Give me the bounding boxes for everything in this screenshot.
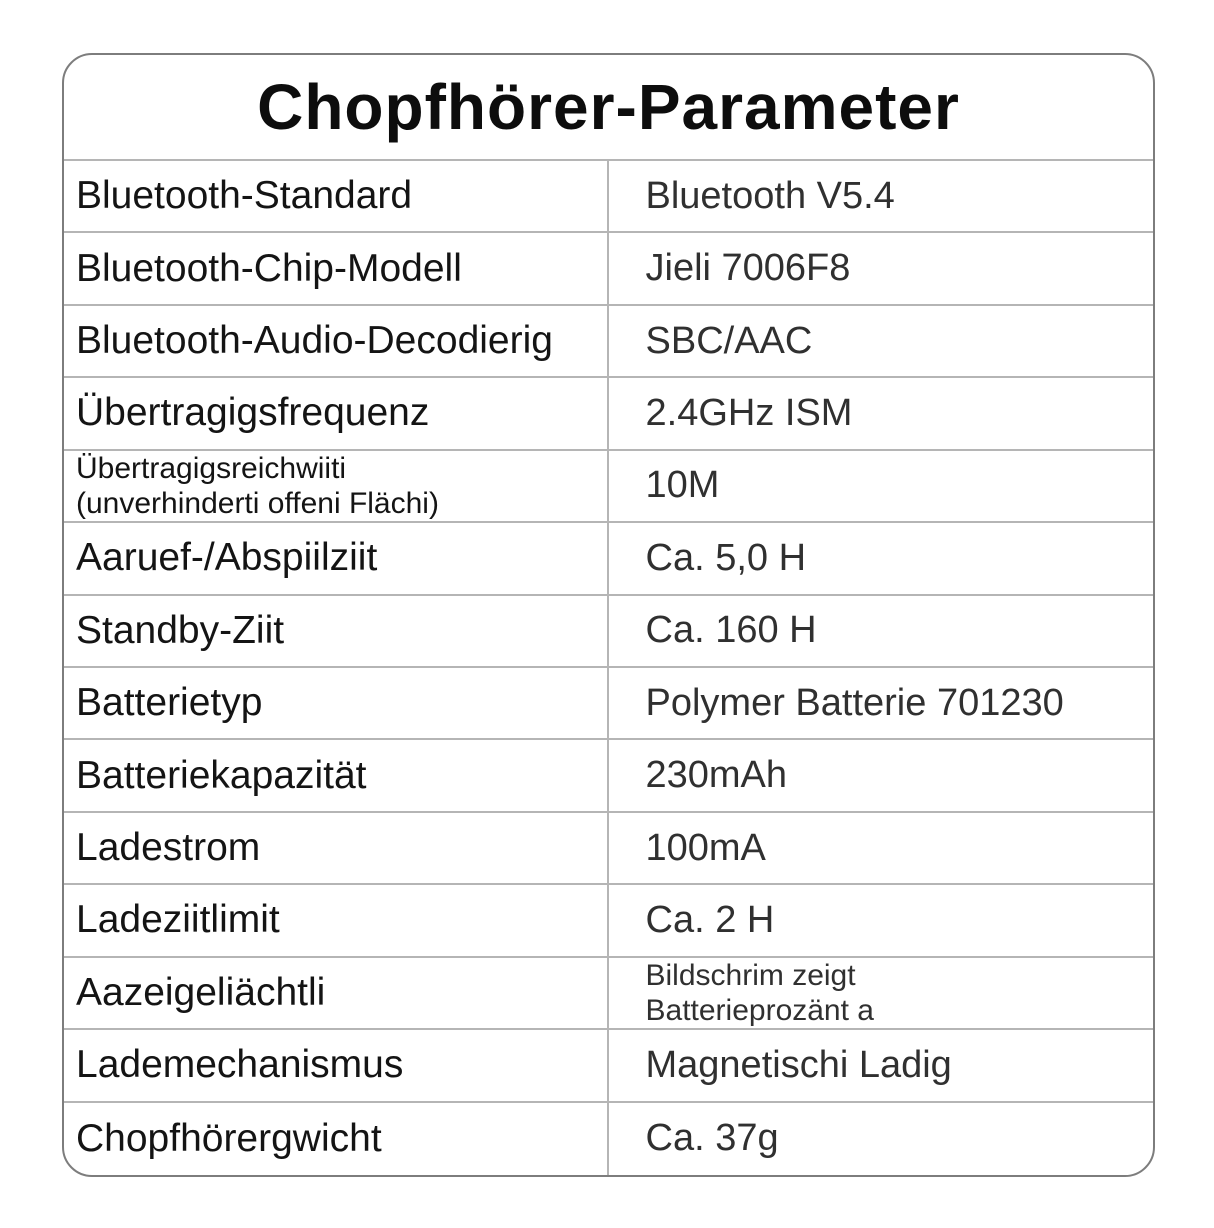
- table-row: [64, 451, 1153, 523]
- table-row: [64, 306, 1153, 378]
- parameter-value-cell: [609, 233, 1154, 303]
- table-row: [64, 1030, 1153, 1102]
- parameter-value: 100mA: [645, 826, 766, 869]
- table-row: [64, 161, 1153, 233]
- page-title: Chopfhörer-Parameter: [64, 55, 1153, 161]
- parameter-value: SBC/AAC: [645, 319, 813, 362]
- spec-table: [64, 161, 1153, 1175]
- parameter-label: Ladestrom: [76, 826, 261, 870]
- parameter-value: Bildschrim zeigt: [645, 958, 856, 992]
- parameter-label: (unverhinderti offeni Flächi): [76, 486, 439, 520]
- parameter-label: Batterietyp: [76, 681, 263, 725]
- parameter-label: Ladeziitlimit: [76, 898, 280, 942]
- parameter-label-cell: [64, 596, 609, 666]
- parameter-value: Jieli 7006F8: [645, 247, 851, 290]
- parameter-label-cell: [64, 813, 609, 883]
- parameter-value: Bluetooth V5.4: [645, 174, 895, 217]
- table-row: [64, 1103, 1153, 1175]
- table-row: [64, 885, 1153, 957]
- parameter-value: 10M: [645, 464, 720, 507]
- parameter-label: Chopfhörergwicht: [76, 1116, 382, 1160]
- table-row: [64, 668, 1153, 740]
- parameter-label-cell: [64, 1030, 609, 1100]
- parameter-label-cell: [64, 523, 609, 593]
- table-row: [64, 378, 1153, 450]
- parameter-value-cell: [609, 1030, 1154, 1100]
- parameter-label-cell: [64, 378, 609, 448]
- parameter-value: 230mAh: [645, 754, 788, 797]
- table-row: [64, 958, 1153, 1030]
- table-row: [64, 740, 1153, 812]
- parameter-value-cell: [609, 740, 1154, 810]
- parameter-value-cell: [609, 523, 1154, 593]
- parameter-label: Lademechanismus: [76, 1043, 404, 1087]
- parameter-value-cell: [609, 813, 1154, 883]
- parameter-label-cell: [64, 233, 609, 303]
- table-row: [64, 813, 1153, 885]
- parameter-value-cell: [609, 668, 1154, 738]
- parameter-value-cell: [609, 161, 1154, 231]
- table-row: [64, 523, 1153, 595]
- parameter-label: Bluetooth-Standard: [76, 174, 413, 218]
- parameter-label-cell: [64, 668, 609, 738]
- parameter-label-cell: [64, 958, 609, 1028]
- parameter-label: Bluetooth-Chip-Modell: [76, 246, 462, 290]
- parameter-value-cell: [609, 596, 1154, 666]
- parameter-label-cell: [64, 451, 609, 521]
- parameter-label-cell: [64, 1103, 609, 1175]
- parameter-value: 2.4GHz ISM: [645, 391, 853, 434]
- parameter-label-cell: [64, 885, 609, 955]
- spec-card: [62, 53, 1155, 1177]
- parameter-label-cell: [64, 306, 609, 376]
- parameter-value-cell: [609, 451, 1154, 521]
- table-row: [64, 596, 1153, 668]
- parameter-label: Standby-Ziit: [76, 608, 285, 652]
- parameter-label: Übertragigsfrequenz: [76, 391, 430, 435]
- parameter-label: Aaruef-/Abspiilziit: [76, 536, 378, 580]
- parameter-value-cell: [609, 306, 1154, 376]
- parameter-value: Magnetischi Ladig: [645, 1043, 952, 1086]
- parameter-label: Aazeigeliächtli: [76, 970, 326, 1014]
- parameter-label: Bluetooth-Audio-Decodierig: [76, 319, 553, 363]
- parameter-value: Ca. 160 H: [645, 609, 817, 652]
- parameter-value: Batterieprozänt a: [645, 993, 874, 1027]
- parameter-value-cell: [609, 378, 1154, 448]
- parameter-label-cell: [64, 740, 609, 810]
- parameter-value: Ca. 37g: [645, 1117, 779, 1160]
- table-row: [64, 233, 1153, 305]
- parameter-label-cell: [64, 161, 609, 231]
- parameter-value-cell: [609, 1103, 1154, 1175]
- parameter-value-cell: [609, 885, 1154, 955]
- parameter-value: Ca. 5,0 H: [645, 536, 807, 579]
- parameter-value: Ca. 2 H: [645, 898, 775, 941]
- parameter-value-cell: [609, 958, 1154, 1028]
- parameter-label: Übertragigsreichwiiti: [76, 451, 347, 485]
- parameter-label: Batteriekapazität: [76, 753, 367, 797]
- parameter-value: Polymer Batterie 701230: [645, 681, 1064, 724]
